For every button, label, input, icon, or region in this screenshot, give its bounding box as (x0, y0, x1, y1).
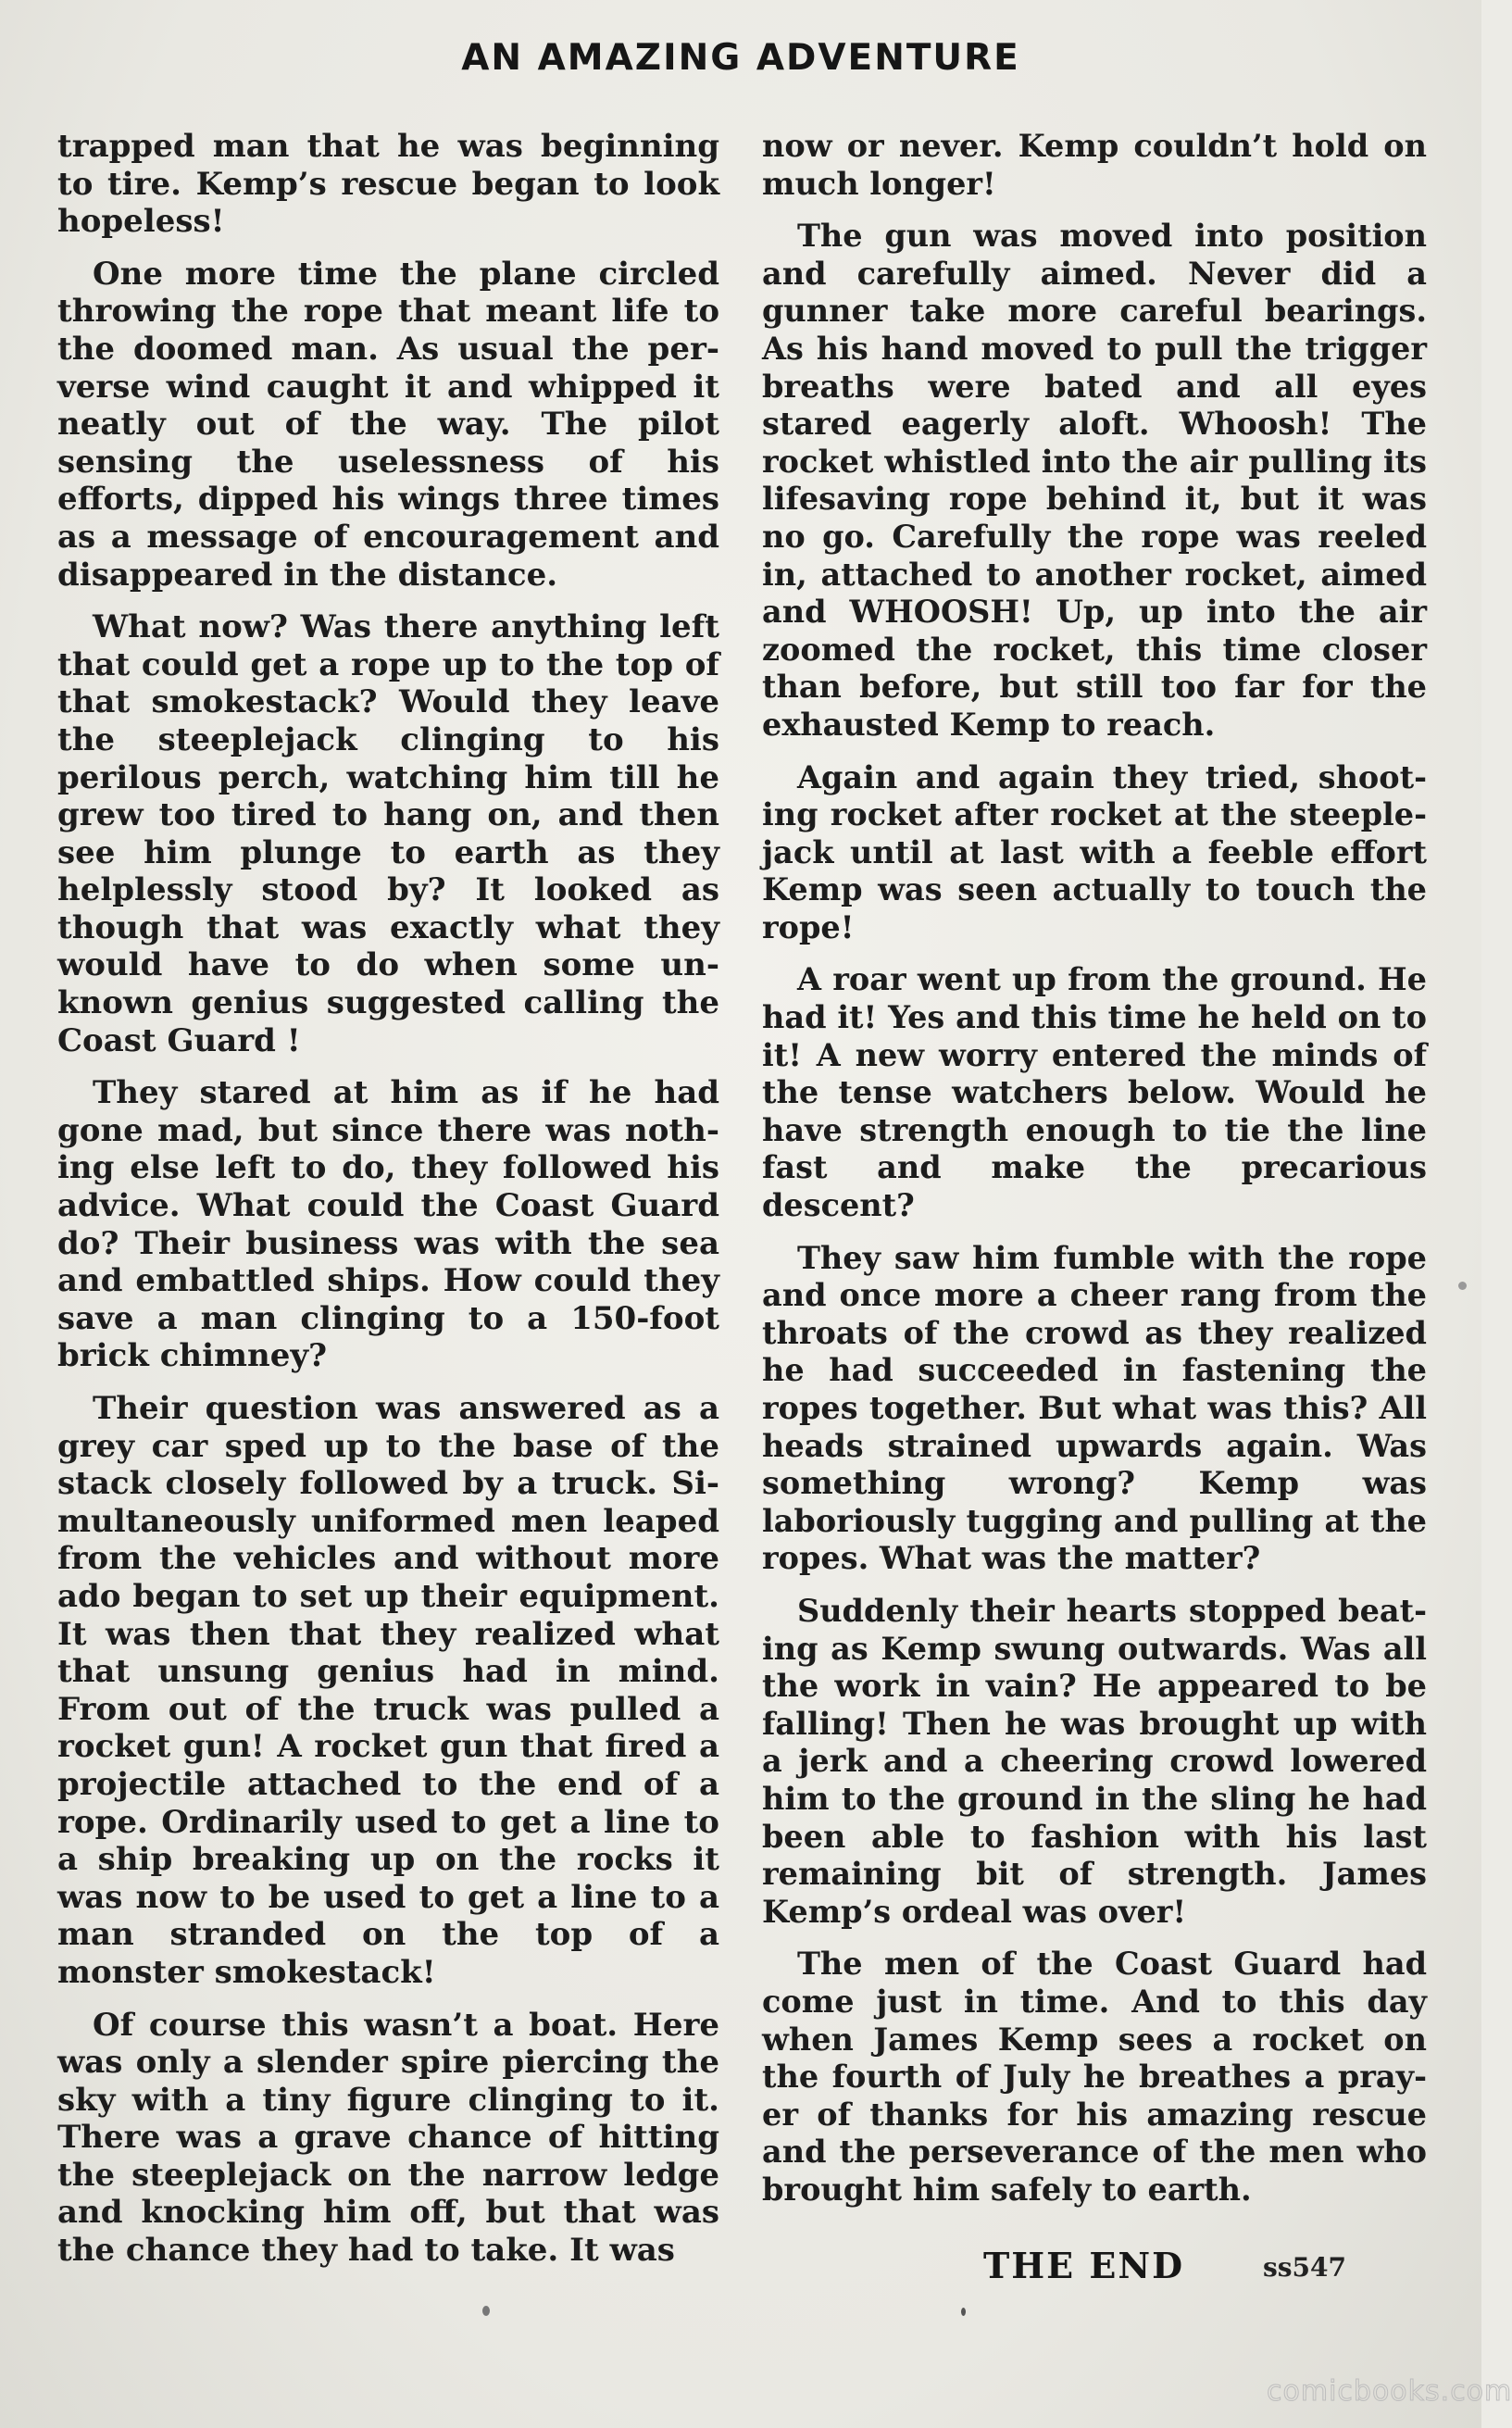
paragraph: They stared at him as if he had gone mad, but since there was nothing else left to do, they followed his advice. What could the Coast Guard do? Their business was with the sea and embattled ships. How could they save a man clinging to a 150-foot brick chimney? (57, 1074, 719, 1375)
paragraph: now or never. Kemp couldn’t hold on much longer! (762, 128, 1427, 202)
paragraph: They saw him fumble with the rope and once more a cheer rang from the throats of the crowd as they realized he had succeeded in fastening the ropes together. But what was this? All heads strained upwards again. Was something wrong? Kemp was laboriously tugging and pulling at the ropes. What was the matter? (762, 1239, 1427, 1577)
left-column (57, 128, 719, 2284)
paragraph: A roar went up from the ground. He had it! Yes and this time he held on to it! A new worry entered the minds of the tense watchers below. Would he have strength enough to tie the line fast and make the precarious descent? (762, 961, 1427, 1224)
paragraph: Again and again they tried, shooting rocket after rocket at the steeplejack until at last with a feeble effort Kemp was seen actually to touch the rope! (762, 758, 1427, 945)
watermark: comicbooks.com (1267, 2375, 1512, 2408)
paragraph: Suddenly their hearts stopped beating as Kemp swung outwards. Was all the work in vain? He appeared to be falling! Then he was brought up with a jerk and a cheering crowd lowered him to the ground in the sling he had been able to fashion with his last remaining bit of strength. James Kemp’s ordeal was over! (762, 1592, 1427, 1930)
page-title: AN AMAZING ADVENTURE (461, 37, 1020, 79)
paragraph: trapped man that he was beginning to tire. Kemp’s rescue began to look hopeless! (57, 128, 719, 241)
paragraph: Of course this wasn’t a boat. Here was only a slender spire piercing the sky with a tiny figure clinging to it. There was a grave chance of hitting the steeplejack on the narrow ledge and knocking him off, but that was the chance they had to take. It was (57, 2006, 719, 2270)
the-end-label: THE END (983, 2245, 1185, 2286)
print-code: ss547 (1263, 2252, 1346, 2283)
ink-speck (1458, 1282, 1467, 1290)
ink-speck (961, 2308, 966, 2316)
paragraph: Their question was answered as a grey car sped up to the base of the stack closely followed by a truck. Simultaneously uniformed men leaped from the vehicles and without more ado began to set up their equipment. It was then that they realized what that unsung genius had in mind. From out of the truck was pulled a rocket gun! A rocket gun that fired a projectile attached to the end of a rope. Ordinarily used to get a line to a ship breaking up on the rocks it was now to be used to get a line to a man stranded on the top of a monster smokestack! (57, 1390, 719, 1991)
paragraph: The gun was moved into position and carefully aimed. Never did a gunner take more careful bearings. As his hand moved to pull the trigger breaths were bated and all eyes stared eagerly aloft. Whoosh! The rocket whistled into the air pulling its lifesaving rope behind it, but it was no go. Carefully the rope was reeled in, attached to another rocket, aimed and WHOOSH! Up, up into the air zoomed the rocket, this time closer than before, but still too far for the exhausted Kemp to reach. (762, 218, 1427, 743)
right-column (762, 128, 1427, 2223)
paragraph: What now? Was there anything left that could get a rope up to the top of that smokestack? Would they leave the steeplejack clinging to his perilous perch, watching him till he grew too tired to hang on, and then see him plunge to earth as they helplessly stood by? It looked as though that was exactly what they would have to do when some unknown genius suggested calling the Coast Guard ! (57, 608, 719, 1059)
ink-speck (482, 2306, 490, 2316)
paragraph: One more time the plane circled throwing the rope that meant life to the doomed man. As usual the perverse wind caught it and whipped it neatly out of the way. The pilot sensing the uselessness of his efforts, dipped his wings three times as a message of encouragement and disappeared in the distance. (57, 255, 719, 594)
paragraph: The men of the Coast Guard had come just in time. And to this day when James Kemp sees a rocket on the fourth of July he breathes a prayer of thanks for his amazing rescue and the perseverance of the men who brought him safely to earth. (762, 1946, 1427, 2208)
